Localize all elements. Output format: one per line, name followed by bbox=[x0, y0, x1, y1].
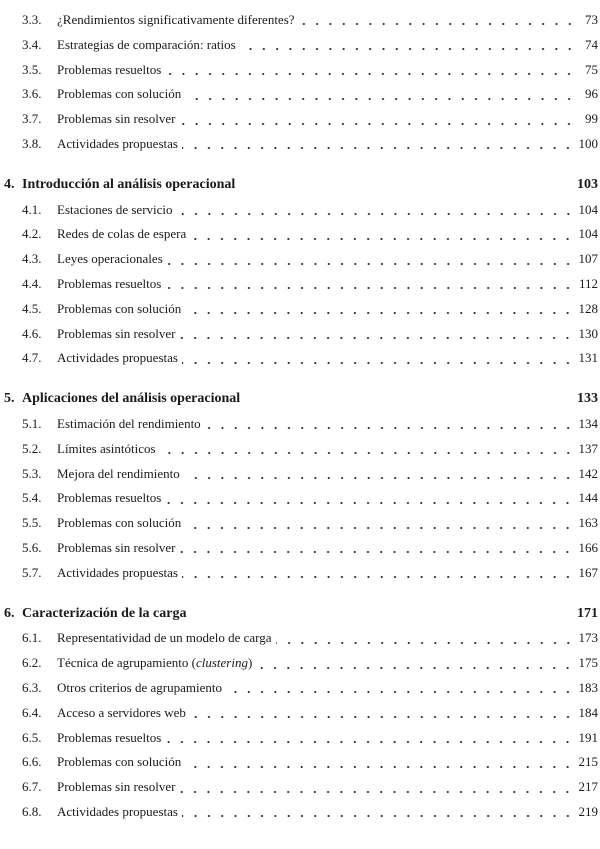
section-title-text: Actividades propuestas bbox=[57, 350, 178, 366]
section-page-number: 142 bbox=[578, 465, 598, 481]
section-title-text: Actividades propuestas bbox=[57, 564, 178, 580]
chapter-number: 5. bbox=[4, 391, 15, 407]
section-title-italic: clustering bbox=[195, 655, 248, 671]
section-title bbox=[57, 58, 165, 83]
section-title bbox=[57, 8, 299, 33]
section-title bbox=[57, 775, 179, 800]
section-page-number: 217 bbox=[578, 779, 598, 795]
dot-leader bbox=[240, 46, 576, 52]
dot-leader bbox=[185, 525, 574, 531]
section-number: 6.4. bbox=[22, 704, 42, 720]
section-number: 4.3. bbox=[22, 251, 42, 267]
section-page-number: 99 bbox=[585, 111, 598, 127]
section-entry[interactable] bbox=[0, 486, 600, 511]
section-entry[interactable] bbox=[0, 322, 600, 347]
chapter-block bbox=[0, 173, 600, 371]
section-page-number: 107 bbox=[578, 251, 598, 267]
section-page-number: 104 bbox=[578, 201, 598, 217]
section-page-number: 166 bbox=[578, 539, 598, 555]
section-title-text: Problemas sin resolver bbox=[57, 111, 176, 127]
section-number: 6.5. bbox=[22, 729, 42, 745]
dot-leader bbox=[276, 640, 575, 646]
section-title-text: Problemas sin resolver bbox=[57, 325, 176, 341]
section-page-number: 175 bbox=[578, 655, 598, 671]
section-page-number: 219 bbox=[578, 803, 598, 819]
chapter-entry[interactable] bbox=[0, 173, 600, 198]
section-title-text: Límites asintóticos bbox=[57, 440, 156, 456]
section-title-text: Problemas sin resolver bbox=[57, 539, 176, 555]
dot-leader bbox=[165, 285, 575, 291]
section-title bbox=[57, 322, 179, 347]
section-entry[interactable] bbox=[0, 8, 600, 33]
section-title bbox=[57, 82, 185, 107]
section-number: 3.7. bbox=[22, 111, 42, 127]
section-number: 6.3. bbox=[22, 679, 42, 695]
dot-leader bbox=[160, 450, 575, 456]
section-entry[interactable] bbox=[0, 676, 600, 701]
section-entry[interactable] bbox=[0, 536, 600, 561]
section-number: 4.5. bbox=[22, 300, 42, 316]
dot-leader bbox=[182, 360, 575, 366]
section-title bbox=[57, 701, 190, 726]
dot-leader bbox=[190, 714, 575, 720]
dot-leader bbox=[256, 665, 574, 671]
section-title bbox=[57, 272, 165, 297]
dot-leader bbox=[226, 689, 575, 695]
section-entry[interactable] bbox=[0, 775, 600, 800]
section-entry[interactable] bbox=[0, 297, 600, 322]
section-page-number: 73 bbox=[585, 12, 598, 27]
section-entry[interactable] bbox=[0, 412, 600, 437]
chapter-number: 4. bbox=[4, 176, 15, 192]
section-page-number: 104 bbox=[578, 226, 598, 242]
section-page-number: 74 bbox=[585, 36, 598, 52]
section-entry[interactable] bbox=[0, 511, 600, 536]
section-number: 6.7. bbox=[22, 779, 42, 795]
section-page-number: 173 bbox=[578, 630, 598, 646]
section-number: 4.2. bbox=[22, 226, 42, 242]
dot-leader bbox=[185, 96, 576, 102]
section-title-text: Problemas con solución bbox=[57, 515, 182, 531]
dot-leader bbox=[182, 813, 575, 819]
dot-leader bbox=[190, 236, 574, 242]
dot-leader bbox=[299, 21, 576, 27]
section-number: 5.6. bbox=[22, 539, 42, 555]
section-title-text: Redes de colas de espera bbox=[57, 226, 187, 242]
section-entry[interactable] bbox=[0, 198, 600, 223]
section-number: 3.5. bbox=[22, 61, 42, 77]
section-entry[interactable] bbox=[0, 58, 600, 83]
section-title bbox=[57, 511, 185, 536]
section-entry[interactable] bbox=[0, 437, 600, 462]
section-title-text: Estaciones de servicio bbox=[57, 201, 173, 217]
section-title-text: Problemas sin resolver bbox=[57, 779, 176, 795]
section-title bbox=[57, 198, 177, 223]
section-title bbox=[57, 132, 182, 157]
section-page-number: 112 bbox=[578, 275, 598, 291]
section-number: 5.5. bbox=[22, 515, 42, 531]
chapter-block bbox=[0, 8, 600, 157]
chapter-block bbox=[0, 602, 600, 825]
section-title-text: Problemas resueltos bbox=[57, 490, 162, 506]
section-title-text: Técnica de agrupamiento ( bbox=[57, 655, 196, 671]
section-page-number: 144 bbox=[578, 490, 598, 506]
section-page-number: 128 bbox=[578, 300, 598, 316]
section-entry[interactable] bbox=[0, 750, 600, 775]
section-title bbox=[57, 561, 182, 586]
chapter-title: Introducción al análisis operacional bbox=[22, 176, 236, 192]
section-title-after: ) bbox=[247, 655, 253, 671]
dot-leader bbox=[179, 335, 574, 341]
dot-leader bbox=[165, 71, 576, 77]
section-number: 4.4. bbox=[22, 275, 42, 291]
section-page-number: 131 bbox=[578, 350, 598, 366]
section-title bbox=[57, 626, 276, 651]
section-title bbox=[57, 486, 165, 511]
section-title-text: Otros criterios de agrupamiento bbox=[57, 679, 222, 695]
section-number: 6.6. bbox=[22, 754, 42, 770]
chapter-block bbox=[0, 387, 600, 585]
dot-leader bbox=[182, 574, 575, 580]
section-title bbox=[57, 247, 167, 272]
section-entry[interactable] bbox=[0, 132, 600, 157]
section-title bbox=[57, 346, 182, 371]
section-title bbox=[57, 800, 182, 825]
section-number: 3.4. bbox=[22, 36, 42, 52]
section-entry[interactable] bbox=[0, 272, 600, 297]
section-title bbox=[57, 462, 184, 487]
section-title bbox=[57, 107, 179, 132]
section-number: 6.8. bbox=[22, 803, 42, 819]
chapter-number: 6. bbox=[4, 605, 15, 621]
dot-leader bbox=[165, 739, 574, 745]
section-entry[interactable] bbox=[0, 33, 600, 58]
section-title-text: Problemas con solución bbox=[57, 300, 182, 316]
dot-leader bbox=[177, 211, 575, 217]
section-title-text: Problemas con solución bbox=[57, 754, 182, 770]
section-number: 6.2. bbox=[22, 655, 42, 671]
section-title-text: Acceso a servidores web bbox=[57, 704, 186, 720]
section-title-text: Problemas resueltos bbox=[57, 61, 162, 77]
section-entry[interactable] bbox=[0, 626, 600, 651]
section-page-number: 215 bbox=[578, 754, 598, 770]
section-title bbox=[57, 222, 190, 247]
section-number: 3.6. bbox=[22, 86, 42, 102]
section-title-text: Representatividad de un modelo de carga bbox=[57, 630, 272, 646]
section-page-number: 134 bbox=[578, 415, 598, 431]
chapter-title: Aplicaciones del análisis operacional bbox=[22, 391, 241, 407]
section-entry[interactable] bbox=[0, 82, 600, 107]
chapter-entry[interactable] bbox=[0, 602, 600, 627]
section-entry[interactable] bbox=[0, 222, 600, 247]
section-title-text: Actividades propuestas bbox=[57, 803, 178, 819]
section-number: 5.1. bbox=[22, 415, 42, 431]
section-number: 5.4. bbox=[22, 490, 42, 506]
section-entry[interactable] bbox=[0, 701, 600, 726]
dot-leader bbox=[184, 475, 575, 481]
section-page-number: 137 bbox=[578, 440, 598, 456]
section-entry[interactable] bbox=[0, 651, 600, 676]
section-entry[interactable] bbox=[0, 346, 600, 371]
dot-leader bbox=[167, 261, 575, 267]
dot-leader bbox=[205, 425, 575, 431]
section-entry[interactable] bbox=[0, 462, 600, 487]
dot-leader bbox=[165, 500, 574, 506]
section-title-text: Estrategias de comparación: ratios bbox=[57, 36, 236, 52]
section-title-text: Leyes operacionales bbox=[57, 251, 163, 267]
section-page-number: 100 bbox=[578, 135, 598, 151]
section-page-number: 96 bbox=[585, 86, 598, 102]
section-title-text: Mejora del rendimiento bbox=[57, 465, 180, 481]
section-title-text: Problemas resueltos bbox=[57, 729, 162, 745]
section-title bbox=[57, 651, 256, 676]
section-title bbox=[57, 536, 179, 561]
section-page-number: 184 bbox=[578, 704, 598, 720]
section-number: 6.1. bbox=[22, 630, 42, 646]
section-title bbox=[57, 726, 165, 751]
section-entry[interactable] bbox=[0, 726, 600, 751]
section-page-number: 163 bbox=[578, 515, 598, 531]
section-title bbox=[57, 750, 185, 775]
dot-leader bbox=[185, 764, 574, 770]
dot-leader bbox=[179, 549, 574, 555]
section-number: 4.7. bbox=[22, 350, 42, 366]
section-title-text: ¿Rendimientos significativamente diferentes? bbox=[57, 12, 295, 27]
section-page-number: 130 bbox=[578, 325, 598, 341]
chapter-page-number: 171 bbox=[577, 605, 598, 621]
section-page-number: 75 bbox=[585, 61, 598, 77]
section-title bbox=[57, 412, 205, 437]
section-number: 3.3. bbox=[22, 12, 42, 27]
section-number: 5.7. bbox=[22, 564, 42, 580]
section-title-text: Estimación del rendimiento bbox=[57, 415, 201, 431]
section-entry[interactable] bbox=[0, 107, 600, 132]
section-title-text: Problemas con solución bbox=[57, 86, 182, 102]
section-title-text: Problemas resueltos bbox=[57, 275, 162, 291]
section-entry[interactable] bbox=[0, 247, 600, 272]
section-entry[interactable] bbox=[0, 800, 600, 825]
section-title bbox=[57, 676, 226, 701]
dot-leader bbox=[182, 145, 575, 151]
dot-leader bbox=[185, 310, 574, 316]
dot-leader bbox=[179, 789, 574, 795]
section-page-number: 183 bbox=[578, 679, 598, 695]
section-title bbox=[57, 33, 240, 58]
chapter-entry[interactable] bbox=[0, 387, 600, 412]
section-title bbox=[57, 437, 160, 462]
chapter-page-number: 133 bbox=[577, 391, 598, 407]
section-number: 5.3. bbox=[22, 465, 42, 481]
section-title bbox=[57, 297, 185, 322]
section-title-text: Actividades propuestas bbox=[57, 135, 178, 151]
section-page-number: 167 bbox=[578, 564, 598, 580]
section-entry[interactable] bbox=[0, 561, 600, 586]
section-number: 4.6. bbox=[22, 325, 42, 341]
section-number: 3.8. bbox=[22, 135, 42, 151]
chapter-title: Caracterización de la carga bbox=[22, 605, 187, 621]
section-number: 4.1. bbox=[22, 201, 42, 217]
section-number: 5.2. bbox=[22, 440, 42, 456]
chapter-page-number: 103 bbox=[577, 176, 598, 192]
dot-leader bbox=[179, 121, 576, 127]
section-page-number: 191 bbox=[578, 729, 598, 745]
